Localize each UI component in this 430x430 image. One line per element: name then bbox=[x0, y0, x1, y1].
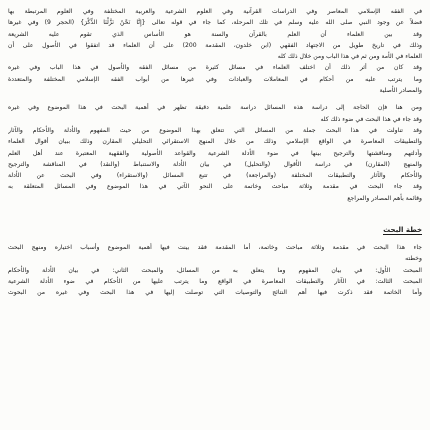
text-line: جاء هذا البحث في مقدمة وثلاثة مباحث وخاتمة، أما المقدمة فقد بينت فيها أهمية الموضوع وأسباب اختياره ومنهج البحث bbox=[8, 244, 422, 252]
text-line: العلماء في الأمة ومن ثم في هذا الباب ومن خلال ذلك كله bbox=[277, 53, 422, 61]
text-line: والمصادر الأصلية bbox=[379, 87, 422, 95]
text-line: وذلك في تاريخ طويل من الاجتهاد الفقهي (ابن خلدون، المقدمة 200) على أن العلماء قد اتفقوا في الأصول على أن bbox=[8, 41, 422, 49]
text-line: والمنهج (المقارن) في دراسة الأقوال (والتحليل) في بيان الأدلة والاستنباط (والنقد) في المناقشة والترجيح bbox=[8, 160, 422, 168]
text-line: وما يترتب عليه من أحكام في المعاملات والعبادات وفي غيرها من أبواب الفقه الإسلامي المختلفة والمتعددة bbox=[8, 75, 422, 83]
text-line: فضلاً عن وجود النبي صلى الله عليه وسلم في تلك المرحلة، كما جاء في قوله تعالى {إِنَّا نَحْنُ نَزَّلْنَا الذِّكْرَ} (الحجر 9) وفي غيرها bbox=[8, 19, 422, 27]
paragraph-2 bbox=[8, 102, 422, 204]
text-line: وأما الخاتمة فقد ذكرت فيها أهم النتائج والتوصيات التي توصلت إليها في هذا البحث وفي غيره من البحوث bbox=[8, 289, 422, 297]
text-line: وأدلتهم ومناقشتها والترجيح بينها في ضوء الأدلة الشرعية والقواعد الأصولية والفقهية المعتبرة عند أهل العلم bbox=[8, 149, 422, 157]
text-line: وخطته bbox=[405, 255, 422, 263]
section-heading: خطة البحث bbox=[383, 226, 422, 235]
text-line: والتطبيقات المعاصرة في الواقع الإسلامي وذلك من خلال المنهج الاستقرائي التحليلي المقارن وذلك ببيان أقوال العلماء bbox=[8, 138, 422, 146]
text-line: وقد كان من أثر ذلك أن اختلف العلماء في مسائل كثيرة من مسائل الفقه والأصول في هذا الباب وفي غيره bbox=[8, 64, 422, 72]
text-line: المبحث الثالث: في الآثار والتطبيقات المعاصرة في الواقع وما يترتب عليها من الأحكام في ضوء الأدلة الشرعية bbox=[8, 277, 422, 285]
text-line: وقد جاء في هذا البحث في ضوء ذلك كله bbox=[320, 115, 422, 123]
text-line: وقد جاء البحث في مقدمة وثلاثة مباحث وخاتمة على النحو الآتي في هذا الموضوع وفي المسائل المتعلقة به bbox=[8, 183, 422, 191]
paragraph-3 bbox=[8, 242, 422, 298]
text-line: المبحث الأول: في بيان المفهوم وما يتعلق به من المسائل، والمبحث الثاني: في بيان الأدلة والأحكام bbox=[8, 266, 422, 274]
text-line: ومن هنا فإن الحاجة إلى دراسة هذه المسائل دراسة علمية دقيقة تظهر في أهمية البحث في هذا الموضوع وفي غيره bbox=[8, 104, 422, 112]
text-line: وقائمة بأهم المصادر والمراجع bbox=[347, 194, 422, 202]
text-line: والأحكام والآثار والتطبيقات المختلفة (والمراجعة) في تتبع المسائل (والاستقراء) وفي البحث عن الأدلة bbox=[8, 172, 422, 180]
text-line: وقد تناولت في هذا البحث جملة من المسائل التي تتعلق بهذا الموضوع من حيث المفهوم والأدلة والأحكام والآثار bbox=[8, 126, 422, 134]
paragraph-1 bbox=[8, 6, 422, 96]
text-line: وقد بين العلماء أن العلم بالقرآن والسنة هو الأساس الذي تقوم عليه الشريعة bbox=[8, 30, 422, 38]
text-line: في الفقه الإسلامي المعاصر وفي الدراسات القرآنية وفي العلوم الشرعية والعربية المختلفة وفي العلوم المرتبطة بها bbox=[8, 8, 422, 15]
